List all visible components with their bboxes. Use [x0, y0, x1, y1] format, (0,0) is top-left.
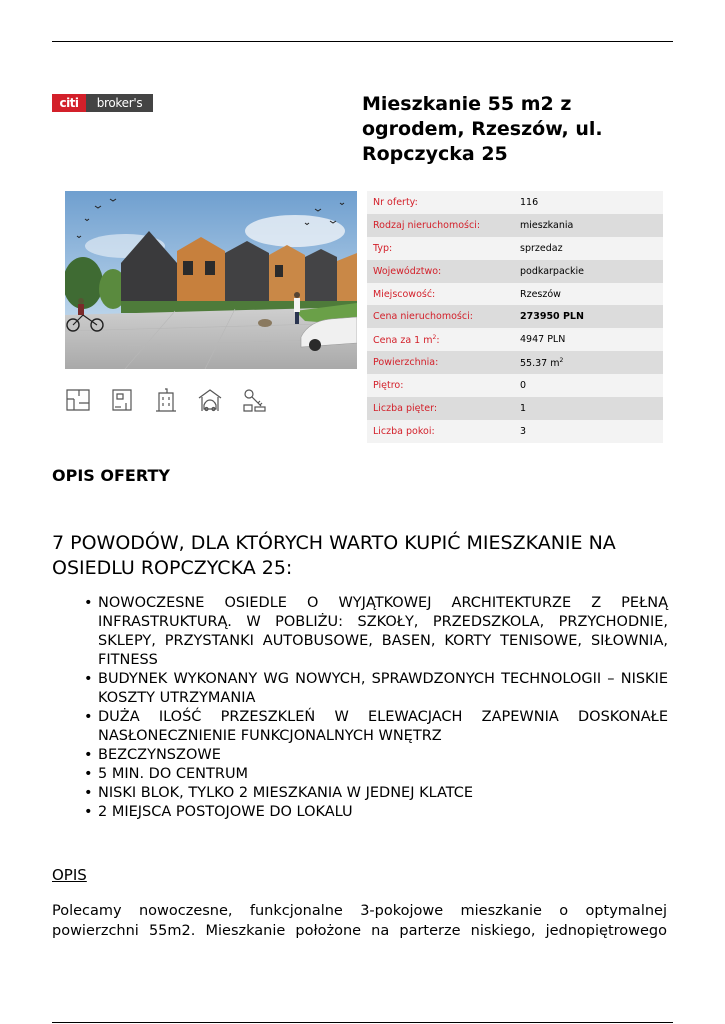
logo-part-citi: citi	[52, 94, 86, 112]
detail-value: 4947 PLN	[514, 328, 663, 351]
detail-value: 0	[514, 374, 663, 397]
list-item: • NOWOCZESNE OSIEDLE O WYJĄTKOWEJ ARCHITEKTURZE Z PEŁNĄ INFRASTRUKTURĄ. W POBLIŻU: SZKOŁY, PRZEDSZKOLA, PRZYCHODNIE, SKLEPY, PRZYSTANKI AUTOBUSOWE, BASEN, KORTY TENISOWE, SIŁOWNIA, FITNESS	[52, 594, 668, 670]
detail-row-floors-count	[367, 397, 663, 420]
building-icon	[153, 387, 179, 413]
detail-label-text: Cena za 1 m	[373, 334, 433, 346]
detail-row-price-per-m2	[367, 328, 663, 351]
logo-part-brokers: broker's	[86, 94, 153, 112]
detail-row-floor	[367, 374, 663, 397]
property-details-table	[367, 191, 663, 443]
detail-label: Nr oferty:	[367, 191, 514, 214]
detail-value-sup: 2	[559, 356, 564, 364]
detail-value	[514, 351, 663, 374]
detail-row-rooms	[367, 420, 663, 443]
description-paragraph: Polecamy nowoczesne, funkcjonalne 3-pokojowe mieszkanie o optymalnej powierzchni 55m2. Mieszkanie położone na parterze niskiego, jednopiętrowego	[52, 903, 667, 939]
detail-value: sprzedaz	[514, 237, 663, 260]
detail-label: Liczba pięter:	[367, 397, 514, 420]
detail-row-offer-number	[367, 191, 663, 214]
room-plan-icon	[109, 387, 135, 413]
offer-title: Mieszkanie 55 m2 z ogrodem, Rzeszów, ul. Ropczycka 25	[362, 93, 603, 165]
description-heading: OPIS	[52, 866, 87, 884]
detail-row-area	[367, 351, 663, 374]
detail-row-price	[367, 305, 663, 328]
garage-icon	[197, 387, 223, 413]
detail-value: 1	[514, 397, 663, 420]
bottom-rule	[52, 1022, 673, 1023]
list-item: • BUDYNEK WYKONANY WG NOWYCH, SPRAWDZONYCH TECHNOLOGII – NISKIE KOSZTY UTRZYMANIA	[52, 670, 668, 708]
detail-value: mieszkania	[514, 214, 663, 237]
detail-row-property-kind	[367, 214, 663, 237]
detail-label: Rodzaj nieruchomości:	[367, 214, 514, 237]
detail-label: Liczba pokoi:	[367, 420, 514, 443]
detail-label: Typ:	[367, 237, 514, 260]
detail-label: Województwo:	[367, 260, 514, 283]
detail-row-city	[367, 283, 663, 306]
floor-plan-icon	[65, 387, 91, 413]
property-photo	[65, 191, 357, 369]
detail-label-suffix: :	[436, 334, 440, 346]
detail-label: Powierzchnia:	[367, 351, 514, 374]
list-item: • 5 MIN. DO CENTRUM	[52, 765, 668, 784]
detail-value: 3	[514, 420, 663, 443]
keys-icon	[241, 387, 267, 413]
reasons-headline: 7 POWODÓW, DLA KTÓRYCH WARTO KUPIĆ MIESZKANIE NA OSIEDLU ROPCZYCKA 25:	[52, 532, 616, 579]
company-logo	[52, 94, 153, 112]
list-item: • 2 MIEJSCA POSTOJOWE DO LOKALU	[52, 803, 668, 822]
detail-value: 273950 PLN	[514, 305, 663, 328]
detail-label: Piętro:	[367, 374, 514, 397]
detail-value: Rzeszów	[514, 283, 663, 306]
top-rule	[52, 41, 673, 42]
reasons-list	[52, 594, 668, 822]
detail-label	[367, 328, 514, 351]
detail-row-voivodeship	[367, 260, 663, 283]
detail-label: Cena nieruchomości:	[367, 305, 514, 328]
detail-label: Miejscowość:	[367, 283, 514, 306]
offer-description-heading: OPIS OFERTY	[52, 466, 170, 485]
detail-value: podkarpackie	[514, 260, 663, 283]
list-item: • DUŻA ILOŚĆ PRZESZKLEŃ W ELEWACJACH ZAPEWNIA DOSKONAŁE NASŁONECZNIENIE FUNKCJONALNYCH WNĘTRZ	[52, 708, 668, 746]
detail-row-type	[367, 237, 663, 260]
list-item: • BEZCZYNSZOWE	[52, 746, 668, 765]
detail-label-sup: 2	[432, 333, 437, 341]
detail-value: 116	[514, 191, 663, 214]
detail-value-text: 55.37 m	[520, 357, 560, 369]
feature-icons	[65, 387, 267, 413]
list-item: • NISKI BLOK, TYLKO 2 MIESZKANIA W JEDNEJ KLATCE	[52, 784, 668, 803]
